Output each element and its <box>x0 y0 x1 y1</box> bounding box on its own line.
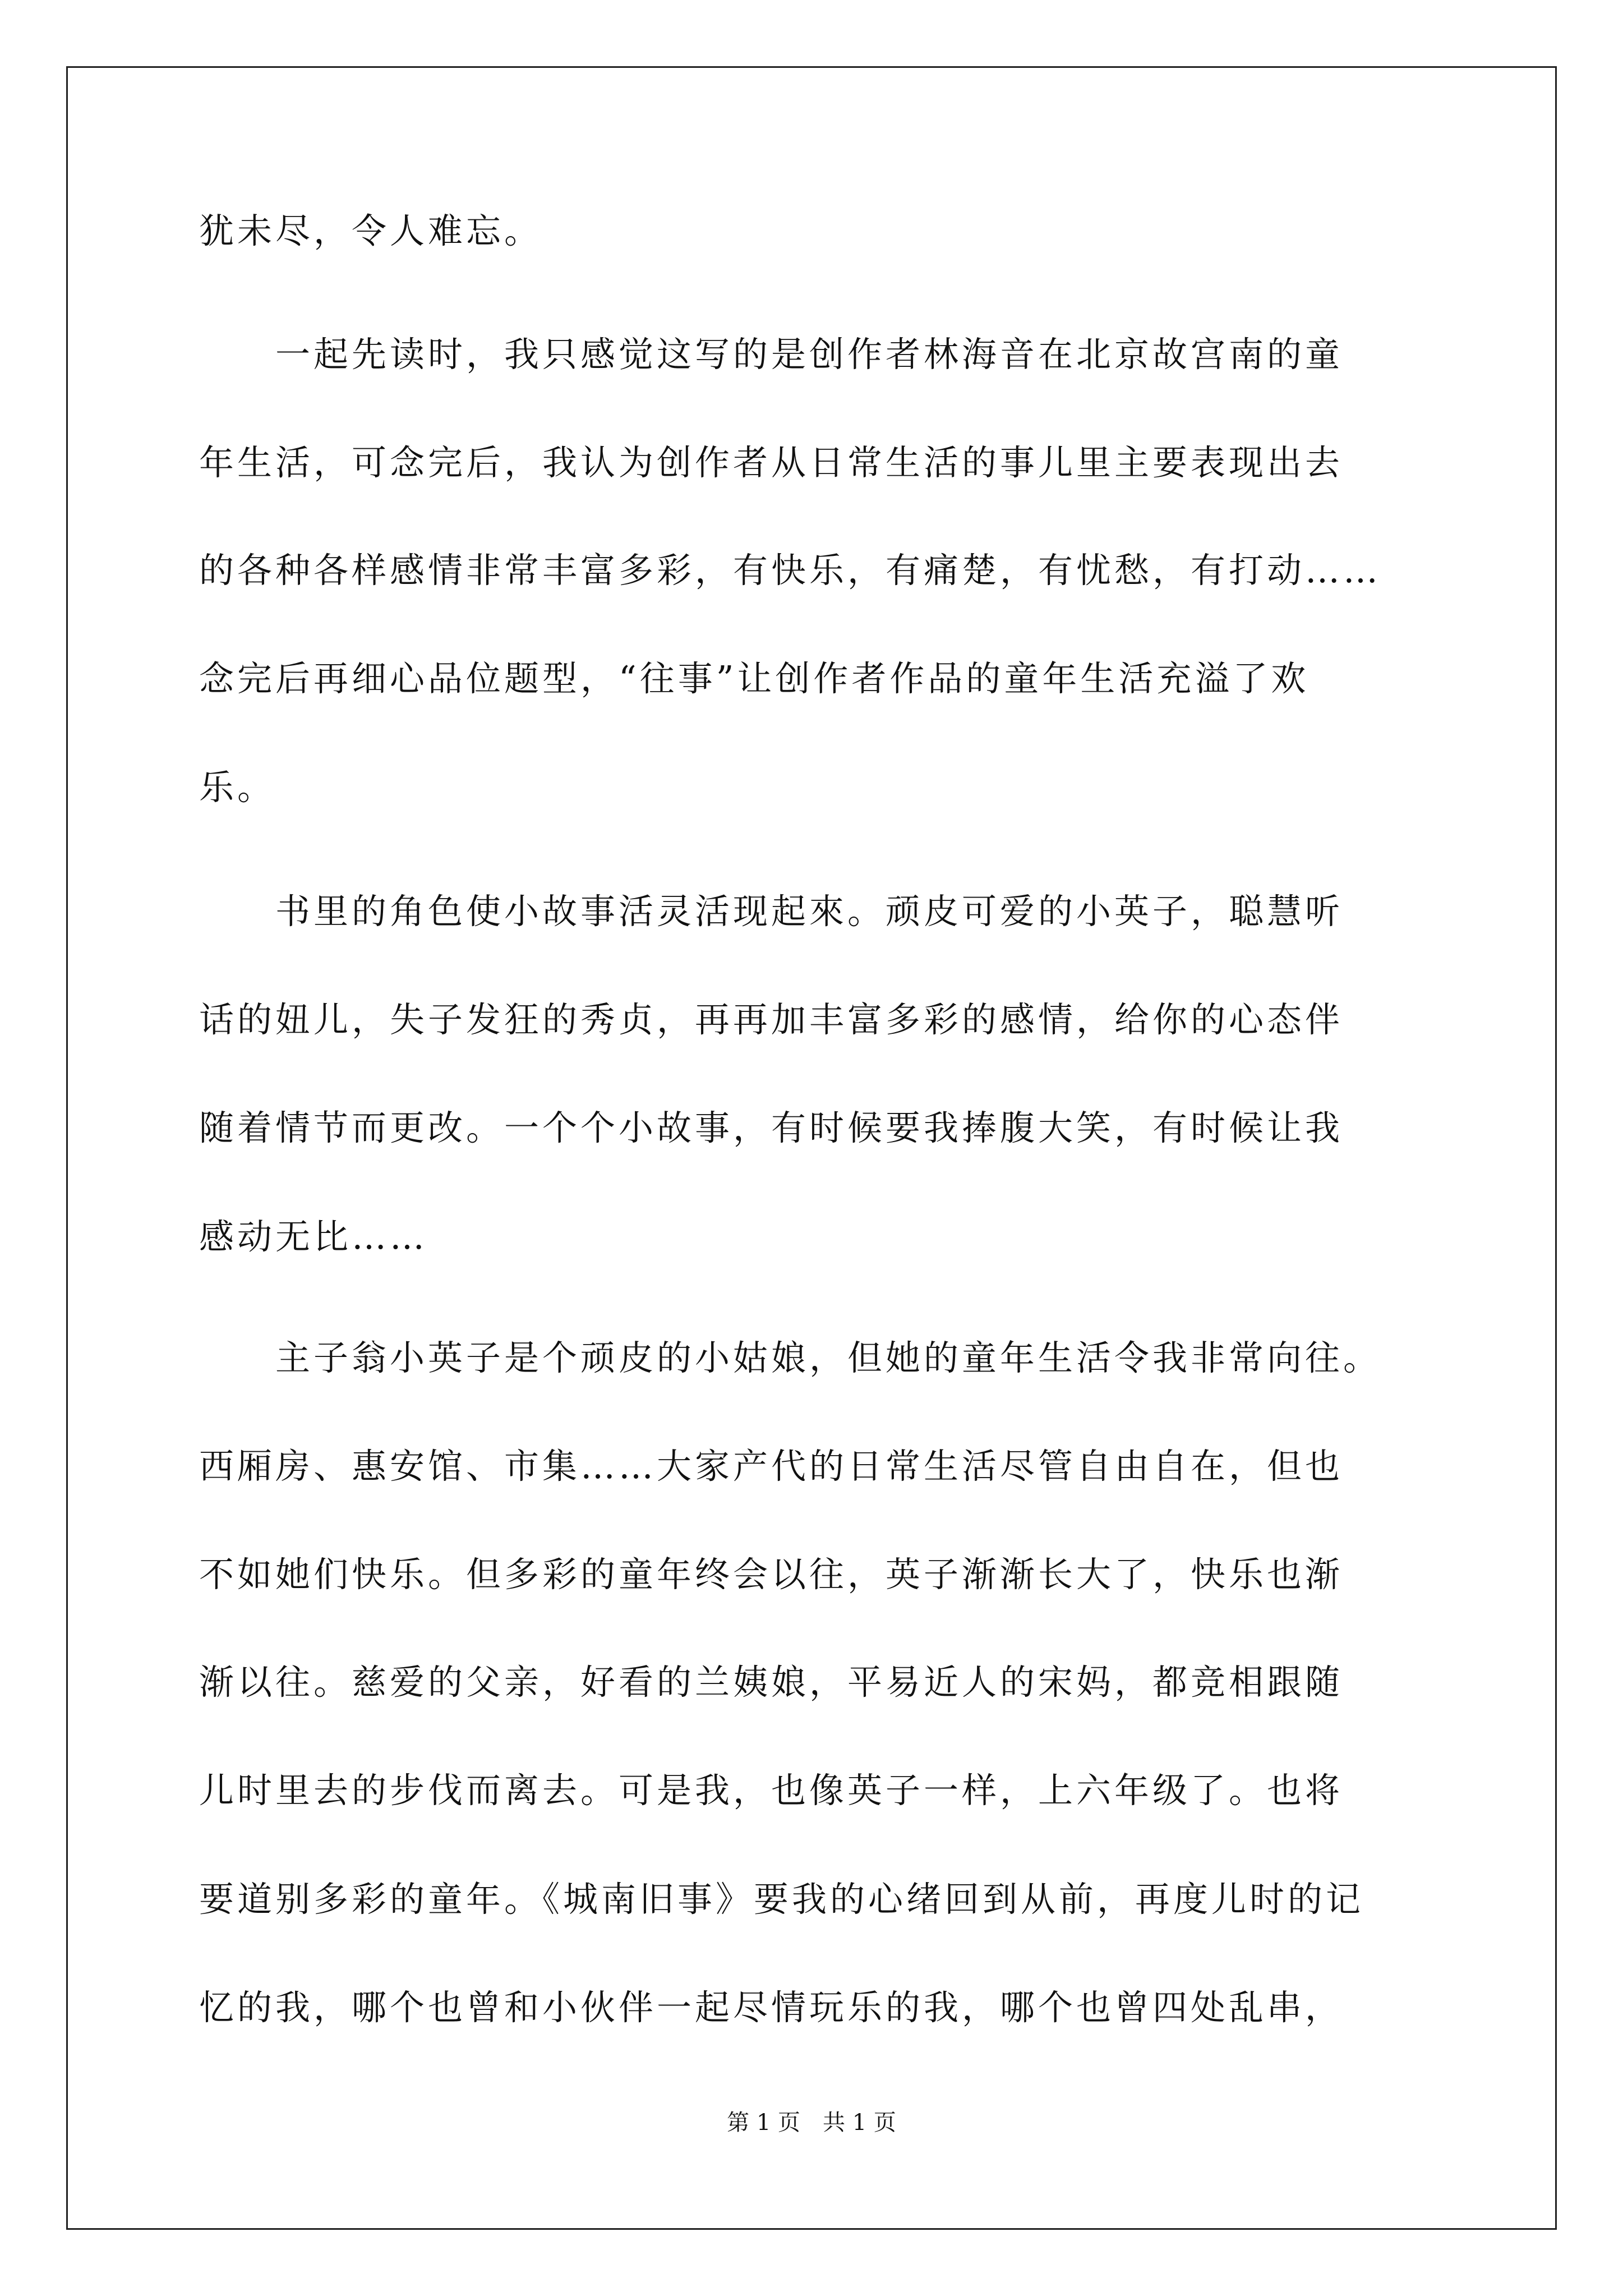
text-line: 忆的我，哪个也曾和小伙伴一起尽情玩乐的我，哪个也曾四处乱串， <box>199 1987 1344 2028</box>
text-line: 不如她们快乐。但多彩的童年终会以往，英子渐渐长大了，快乐也渐 <box>199 1554 1344 1595</box>
page-number-footer: 第 1 页 共 1 页 <box>727 2110 896 2136</box>
text-line: 书里的角色使小故事活灵活现起來。顽皮可爱的小英子，聪慧听 <box>199 891 1344 932</box>
text-line: 西厢房、惠安馆、市集……大家产代的日常生活尽管自由自在，但也 <box>199 1446 1344 1487</box>
text-line: 儿时里去的步伐而离去。可是我，也像英子一样，上六年级了。也将 <box>199 1770 1344 1811</box>
text-line: 乐。 <box>199 767 276 808</box>
text-line: 的各种各样感情非常丰富多彩，有快乐，有痛楚，有忧愁，有打动…… <box>199 550 1382 591</box>
text-line: 感动无比…… <box>199 1216 428 1257</box>
text-line: 年生活，可念完后，我认为创作者从日常生活的事儿里主要表现出去 <box>199 442 1344 483</box>
text-line: 要道别多彩的童年。《城南旧事》要我的心绪回到从前，再度儿时的记 <box>199 1879 1364 1920</box>
text-line: 随着情节而更改。一个个小故事，有时候要我捧腹大笑，有时候让我 <box>199 1107 1344 1148</box>
text-line: 话的妞儿，失子发狂的秀贞，再再加丰富多彩的感情，给你的心态伴 <box>199 999 1344 1040</box>
text-line: 渐以往。慈爱的父亲，好看的兰姨娘，平易近人的宋妈，都竞相跟随 <box>199 1662 1344 1703</box>
text-line: 主子翁小英子是个顽皮的小姑娘，但她的童年生活令我非常向往。 <box>199 1337 1382 1378</box>
text-line: 一起先读时，我只感觉这写的是创作者林海音在北京故宫南的童 <box>199 334 1344 375</box>
text-line: 犹未尽，令人难忘。 <box>199 210 543 251</box>
text-line: 念完后再细心品位题型，“往事”让创作者作品的童年生活充溢了欢 <box>199 658 1310 699</box>
